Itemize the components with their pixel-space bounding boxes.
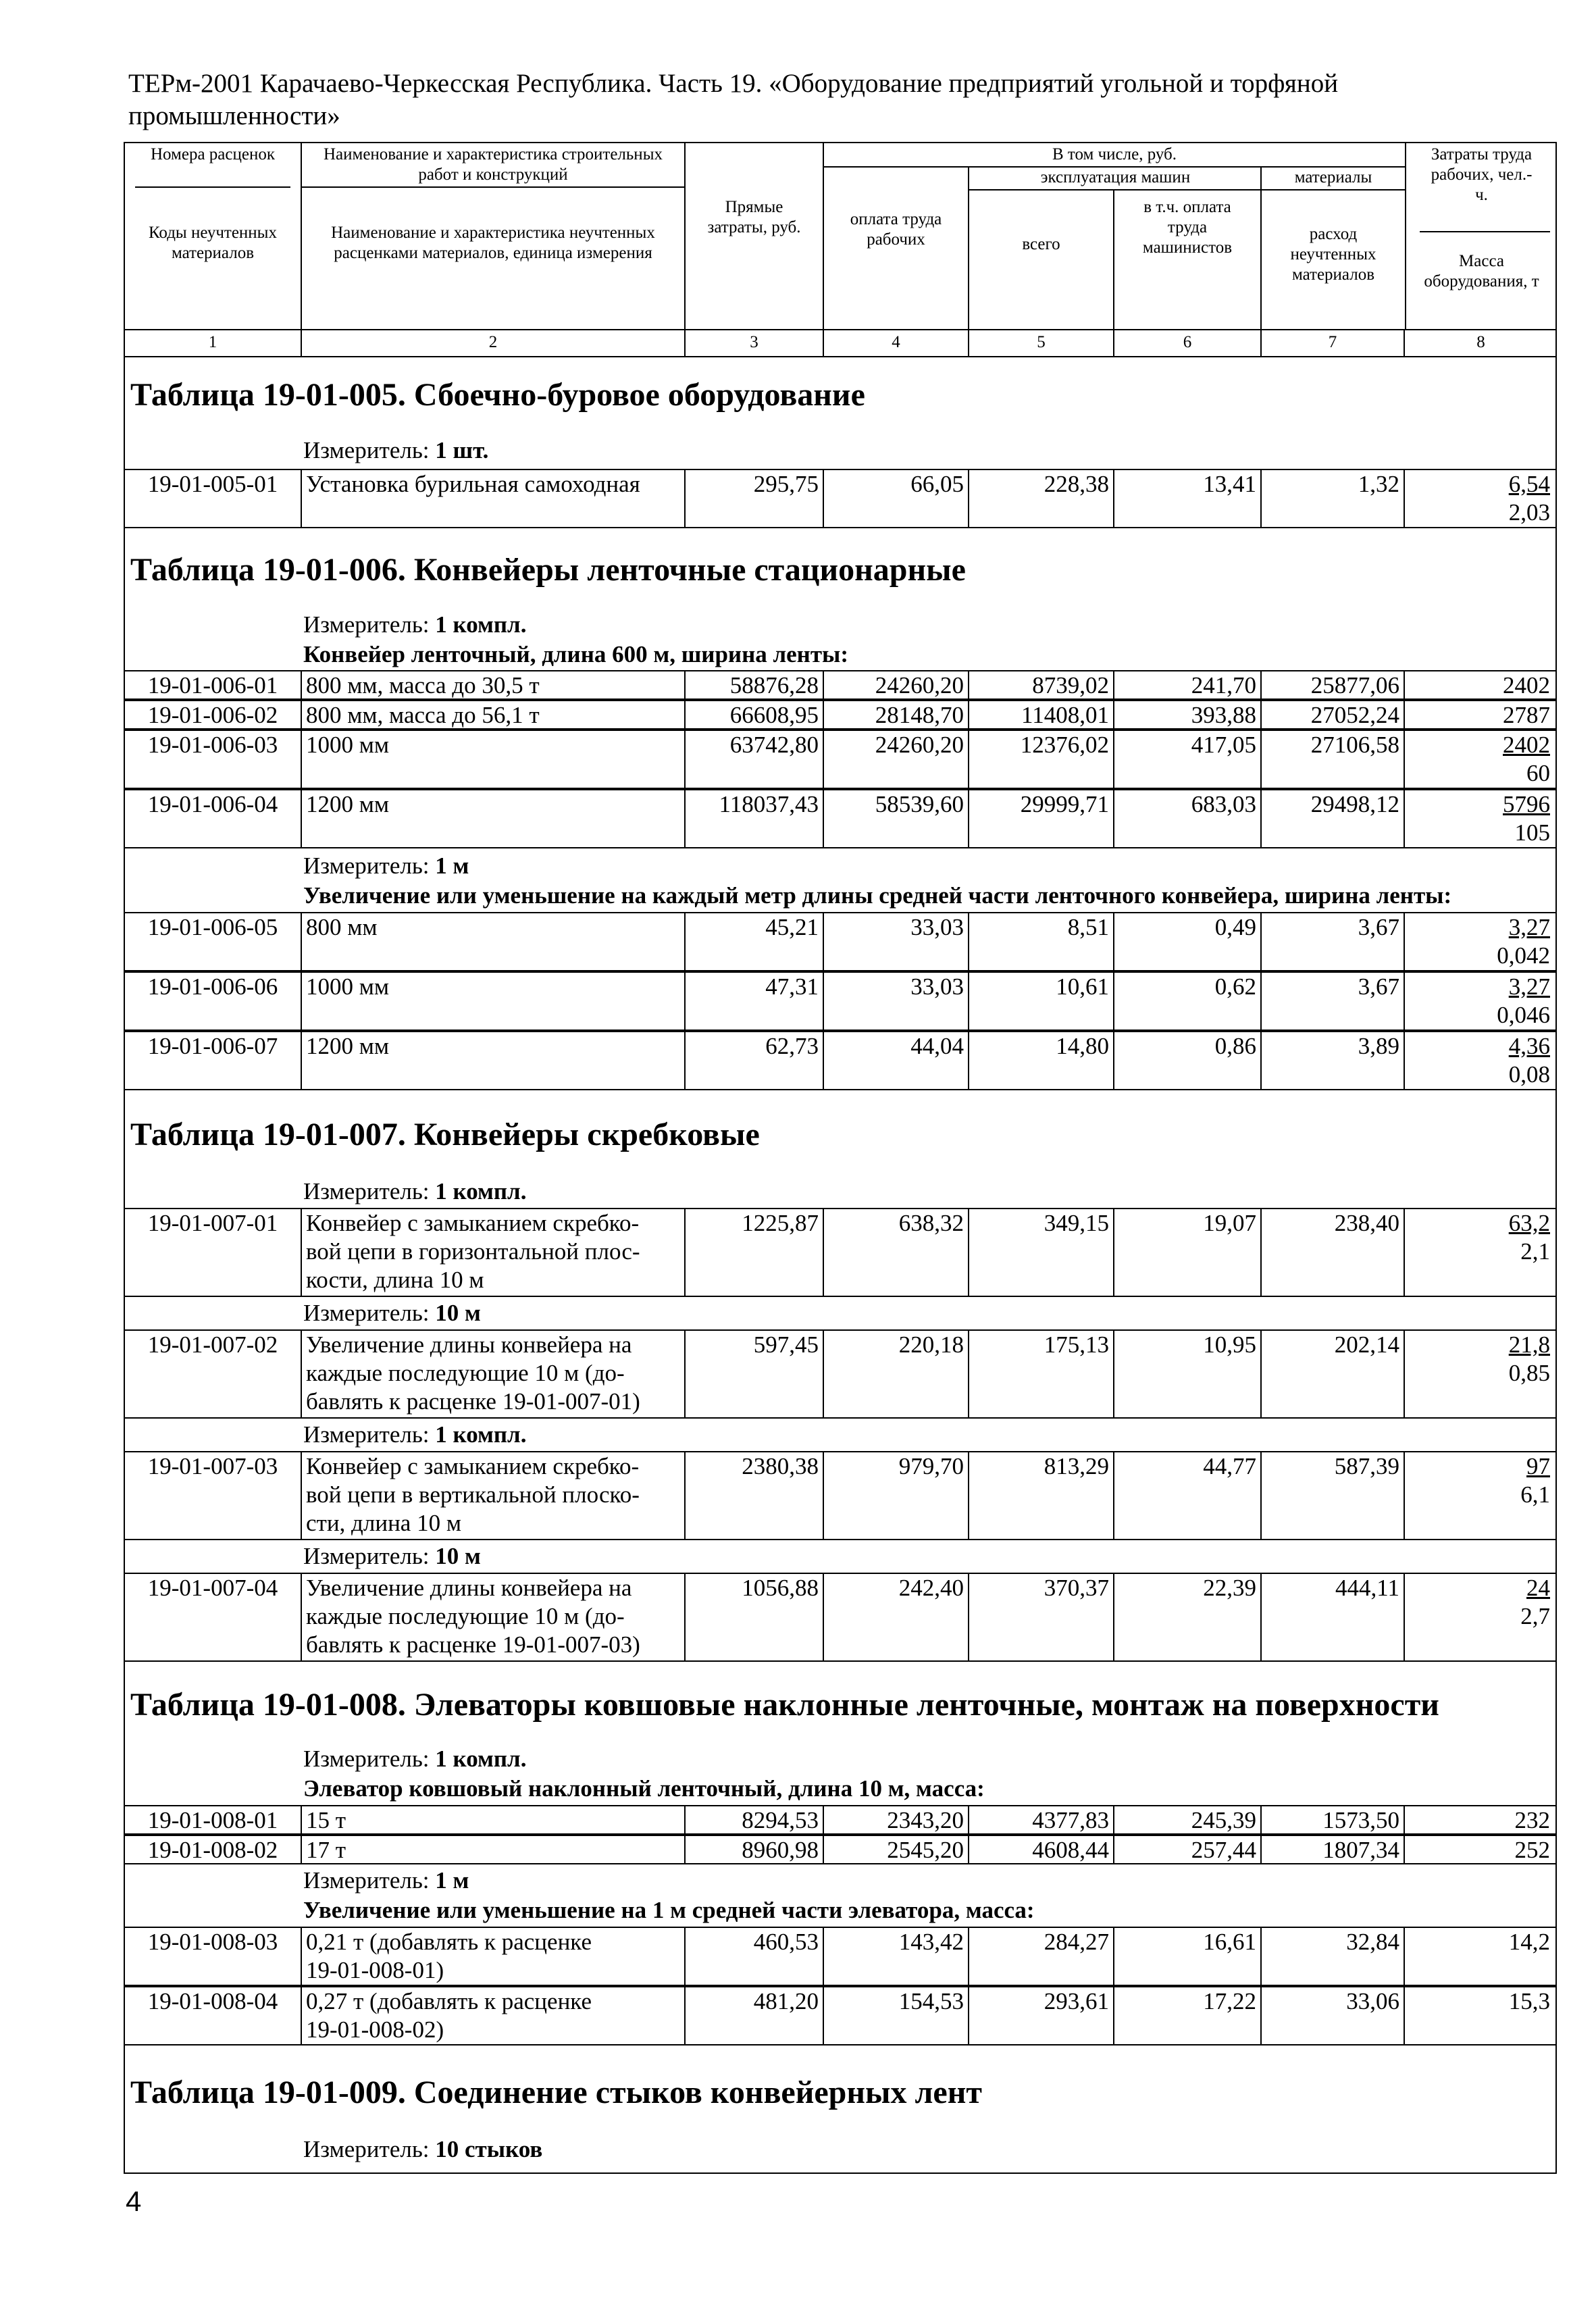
group-heading: Конвейер ленточный, длина 600 м, ширина ленты: — [303, 641, 848, 667]
rate-code: 19-01-008-01 — [125, 1806, 302, 1833]
materials: 238,40 — [1262, 1209, 1405, 1296]
labor-mass — [1405, 671, 1557, 698]
work-name-line: сти, длина 10 м — [306, 1510, 461, 1536]
work-name-line: Увеличение длины конвейера на — [306, 1575, 632, 1601]
work-name — [302, 701, 686, 728]
header-col1-bottom: Коды неучтенных материалов — [149, 224, 277, 262]
rate-code: 19-01-006-05 — [125, 913, 302, 970]
group-heading: Элеватор ковшовый наклонный ленточный, длина 10 м, масса: — [303, 1775, 985, 1802]
table-row — [125, 1208, 1555, 1297]
labor-mass — [1405, 1331, 1557, 1417]
labor-hours — [1409, 1032, 1550, 1061]
machine-total: 4377,83 — [969, 1806, 1114, 1833]
labor-mass — [1405, 731, 1557, 788]
operator-pay: 683,03 — [1114, 790, 1262, 847]
header-col8-top: Затраты труда рабочих, чел.-ч. — [1431, 145, 1533, 204]
machine-total: 175,13 — [969, 1331, 1114, 1417]
measure-value: 1 м — [435, 1867, 469, 1893]
labor-mass — [1405, 790, 1557, 847]
work-name-line: каждые последующие 10 м (до- — [306, 1360, 625, 1386]
table-row — [125, 1835, 1555, 1864]
measure-label: Измеритель: — [303, 1746, 436, 1772]
labor-mass — [1405, 1209, 1557, 1296]
machine-total: 10,61 — [969, 973, 1114, 1030]
direct-cost: 597,45 — [686, 1331, 824, 1417]
table-title: Таблица 19-01-007. Конвейеры скребковые — [130, 1117, 760, 1152]
work-name-line: Увеличение длины конвейера на — [306, 1331, 632, 1358]
header-col1 — [125, 143, 302, 329]
labor-hours-value: 2402 — [1503, 732, 1550, 758]
header-col5: всего — [969, 190, 1114, 329]
measure-label: Измеритель: — [303, 1300, 436, 1326]
labor-mass — [1405, 1836, 1557, 1863]
work-name — [302, 790, 686, 847]
work-name-line: 1200 мм — [306, 1033, 390, 1059]
work-name-line: кости, длина 10 м — [306, 1267, 484, 1293]
table-title: Таблица 19-01-008. Элеваторы ковшовые наклонные ленточные, монтаж на поверхности — [130, 1687, 1439, 1723]
machine-total: 370,37 — [969, 1574, 1114, 1660]
operator-pay: 393,88 — [1114, 701, 1262, 728]
rate-code: 19-01-006-06 — [125, 973, 302, 1030]
machine-total: 228,38 — [969, 470, 1114, 527]
table-row — [125, 1986, 1555, 2045]
document-title — [128, 68, 1513, 132]
materials: 33,06 — [1262, 1987, 1405, 2044]
work-name-line: 1200 мм — [306, 791, 390, 817]
rate-code: 19-01-006-03 — [125, 731, 302, 788]
work-name — [302, 1331, 686, 1417]
machine-total: 284,27 — [969, 1928, 1114, 1985]
work-name — [302, 1032, 686, 1089]
labor-pay: 33,03 — [824, 913, 969, 970]
rate-code: 19-01-008-04 — [125, 1987, 302, 2044]
operator-pay: 0,86 — [1114, 1032, 1262, 1089]
direct-cost: 58876,28 — [686, 671, 824, 698]
direct-cost: 295,75 — [686, 470, 824, 527]
header-col8 — [1405, 143, 1557, 329]
labor-pay: 24260,20 — [824, 731, 969, 788]
measure-value: 1 компл. — [435, 1178, 527, 1204]
work-name-line: 19-01-008-01) — [306, 1957, 444, 1983]
work-name-line: бавлять к расценке 19-01-007-01) — [306, 1388, 640, 1415]
table-row — [125, 789, 1555, 848]
labor-pay: 154,53 — [824, 1987, 969, 2044]
header-col2 — [302, 143, 686, 329]
materials: 587,39 — [1262, 1452, 1405, 1539]
machine-total: 4608,44 — [969, 1836, 1114, 1863]
materials: 3,89 — [1262, 1032, 1405, 1089]
equipment-mass: 0,85 — [1508, 1360, 1550, 1386]
work-name — [302, 1928, 686, 1985]
group-heading: Увеличение или уменьшение на каждый метр длины средней части ленточного конвейера, ширина ленты: — [303, 882, 1452, 909]
table-row — [125, 1329, 1555, 1419]
machine-total: 8739,02 — [969, 671, 1114, 698]
labor-hours — [1409, 1806, 1550, 1833]
labor-mass — [1405, 1452, 1557, 1539]
measure-line — [303, 1746, 526, 1773]
measure-line — [303, 1178, 526, 1205]
materials: 202,14 — [1262, 1331, 1405, 1417]
measure-line — [303, 2136, 542, 2163]
measure-value: 1 м — [435, 853, 469, 879]
labor-hours-value: 15,3 — [1508, 1988, 1550, 2014]
measure-label: Измеритель: — [303, 853, 436, 879]
work-name-line: 17 т — [306, 1837, 346, 1863]
measure-label: Измеритель: — [303, 1178, 436, 1204]
labor-hours-value: 3,27 — [1508, 973, 1550, 1000]
labor-hours — [1409, 731, 1550, 759]
column-number-3: 3 — [686, 329, 824, 356]
work-name — [302, 1806, 686, 1833]
materials: 1,32 — [1262, 470, 1405, 527]
equipment-mass: 2,1 — [1520, 1238, 1550, 1265]
labor-hours-value: 63,2 — [1508, 1210, 1550, 1236]
labor-pay: 28148,70 — [824, 701, 969, 728]
measure-line — [303, 1867, 469, 1894]
column-number-4: 4 — [824, 329, 969, 356]
operator-pay: 17,22 — [1114, 1987, 1262, 2044]
header-col1-top: Номера расценок — [150, 145, 276, 163]
header-in-total: В том числе, руб. — [1052, 145, 1177, 163]
direct-cost: 118037,43 — [686, 790, 824, 847]
labor-hours — [1409, 671, 1550, 698]
work-name-line: 19-01-008-02) — [306, 2016, 444, 2043]
labor-pay: 33,03 — [824, 973, 969, 1030]
column-number-1: 1 — [125, 329, 302, 356]
header-col3: Прямые затраты, руб. — [686, 143, 824, 329]
operator-pay: 0,49 — [1114, 913, 1262, 970]
materials: 1573,50 — [1262, 1806, 1405, 1833]
work-name-line: 0,21 т (добавлять к расценке — [306, 1929, 592, 1955]
work-name — [302, 1452, 686, 1539]
materials: 444,11 — [1262, 1574, 1405, 1660]
work-name — [302, 470, 686, 527]
measure-value: 1 шт. — [435, 437, 489, 463]
table-row — [125, 469, 1555, 528]
labor-pay: 220,18 — [824, 1331, 969, 1417]
table-row — [125, 1031, 1555, 1090]
table-row — [125, 700, 1555, 730]
rate-code: 19-01-006-04 — [125, 790, 302, 847]
labor-hours — [1409, 973, 1550, 1001]
operator-pay: 13,41 — [1114, 470, 1262, 527]
work-name-line: 15 т — [306, 1807, 346, 1833]
table-row — [125, 1451, 1555, 1540]
labor-hours — [1409, 790, 1550, 819]
measure-value: 10 стыков — [435, 2136, 543, 2162]
labor-mass — [1405, 973, 1557, 1030]
labor-hours — [1409, 1574, 1550, 1602]
labor-pay: 242,40 — [824, 1574, 969, 1660]
materials: 32,84 — [1262, 1928, 1405, 1985]
measure-line — [303, 1421, 526, 1448]
labor-hours — [1409, 1209, 1550, 1238]
operator-pay: 16,61 — [1114, 1928, 1262, 1985]
labor-hours — [1409, 470, 1550, 499]
work-name-line: Конвейер с замыканием скребко- — [306, 1210, 640, 1236]
price-table — [124, 142, 1557, 2174]
rate-code: 19-01-007-03 — [125, 1452, 302, 1539]
labor-hours — [1409, 1836, 1550, 1863]
header-col6: в т.ч. оплата труда машинистов — [1114, 190, 1262, 329]
header-materials: материалы — [1294, 168, 1372, 186]
labor-hours — [1409, 913, 1550, 942]
labor-hours-value: 3,27 — [1508, 914, 1550, 940]
table-row — [125, 1573, 1555, 1662]
labor-pay: 638,32 — [824, 1209, 969, 1296]
direct-cost: 62,73 — [686, 1032, 824, 1089]
table-row — [125, 730, 1555, 789]
labor-mass — [1405, 913, 1557, 970]
work-name — [302, 913, 686, 970]
labor-hours-value: 4,36 — [1508, 1033, 1550, 1059]
labor-hours-value: 6,54 — [1508, 471, 1550, 497]
table-row — [125, 1927, 1555, 1986]
operator-pay: 44,77 — [1114, 1452, 1262, 1539]
document-title-line1: ТЕРм-2001 Карачаево-Черкесская Республика. Часть 19. «Оборудование предприятий угольной и торфяной — [128, 69, 1339, 98]
measure-label: Измеритель: — [303, 1421, 436, 1448]
table-row — [125, 971, 1555, 1031]
rate-code: 19-01-006-07 — [125, 1032, 302, 1089]
labor-mass — [1405, 701, 1557, 728]
labor-pay: 24260,20 — [824, 671, 969, 698]
operator-pay: 241,70 — [1114, 671, 1262, 698]
materials: 3,67 — [1262, 973, 1405, 1030]
labor-mass — [1405, 470, 1557, 527]
operator-pay: 417,05 — [1114, 731, 1262, 788]
work-name — [302, 1209, 686, 1296]
measure-label: Измеритель: — [303, 1543, 436, 1569]
column-number-8: 8 — [1476, 333, 1485, 351]
header-col2-bottom: Наименование и характеристика неучтенных расценками материалов, единица измерения — [331, 224, 655, 262]
rate-code: 19-01-005-01 — [125, 470, 302, 527]
column-number-2: 2 — [302, 329, 686, 356]
operator-pay: 19,07 — [1114, 1209, 1262, 1296]
direct-cost: 8294,53 — [686, 1806, 824, 1833]
machine-total: 813,29 — [969, 1452, 1114, 1539]
direct-cost: 45,21 — [686, 913, 824, 970]
measure-label: Измеритель: — [303, 1867, 436, 1893]
measure-label: Измеритель: — [303, 437, 436, 463]
rate-code: 19-01-007-04 — [125, 1574, 302, 1660]
labor-mass — [1405, 1032, 1557, 1089]
equipment-mass: 0,046 — [1497, 1002, 1550, 1028]
labor-hours-value: 14,2 — [1508, 1929, 1550, 1955]
labor-hours-value: 232 — [1514, 1807, 1550, 1833]
rate-code: 19-01-008-02 — [125, 1836, 302, 1863]
operator-pay: 0,62 — [1114, 973, 1262, 1030]
header-col4: оплата труда рабочих — [824, 168, 969, 329]
header-operation: эксплуатация машин — [1040, 168, 1191, 186]
table-row — [125, 670, 1555, 700]
direct-cost: 63742,80 — [686, 731, 824, 788]
labor-hours — [1409, 1452, 1550, 1481]
group-heading: Увеличение или уменьшение на 1 м средней части элеватора, масса: — [303, 1897, 1035, 1923]
measure-line — [303, 853, 469, 880]
measure-label: Измеритель: — [303, 611, 436, 638]
labor-hours-value: 2402 — [1503, 672, 1550, 698]
labor-hours-value: 21,8 — [1508, 1331, 1550, 1358]
table-row — [125, 912, 1555, 971]
materials: 25877,06 — [1262, 671, 1405, 698]
header-col8-bottom: Масса оборудования, т — [1424, 252, 1539, 290]
equipment-mass: 60 — [1526, 760, 1550, 786]
equipment-mass: 6,1 — [1520, 1481, 1550, 1508]
labor-pay: 44,04 — [824, 1032, 969, 1089]
labor-hours — [1409, 701, 1550, 728]
labor-hours-value: 2787 — [1503, 702, 1550, 728]
labor-pay: 66,05 — [824, 470, 969, 527]
labor-hours-value: 252 — [1514, 1837, 1550, 1863]
machine-total: 12376,02 — [969, 731, 1114, 788]
labor-mass — [1405, 1806, 1557, 1833]
work-name — [302, 671, 686, 698]
measure-label: Измеритель: — [303, 2136, 436, 2162]
direct-cost: 1225,87 — [686, 1209, 824, 1296]
equipment-mass: 0,08 — [1508, 1061, 1550, 1088]
work-name-line: 800 мм, масса до 56,1 т — [306, 702, 540, 728]
materials: 29498,12 — [1262, 790, 1405, 847]
equipment-mass: 2,7 — [1520, 1603, 1550, 1629]
work-name-line: 0,27 т (добавлять к расценке — [306, 1988, 592, 2014]
measure-value: 10 м — [435, 1543, 481, 1569]
equipment-mass: 2,03 — [1508, 499, 1550, 526]
machine-total: 8,51 — [969, 913, 1114, 970]
machine-total: 29999,71 — [969, 790, 1114, 847]
labor-hours-value: 24 — [1526, 1575, 1550, 1601]
labor-pay: 2343,20 — [824, 1806, 969, 1833]
direct-cost: 481,20 — [686, 1987, 824, 2044]
measure-value: 10 м — [435, 1300, 481, 1326]
work-name — [302, 731, 686, 788]
rate-code: 19-01-006-01 — [125, 671, 302, 698]
labor-mass — [1405, 1574, 1557, 1660]
work-name-line: 1000 мм — [306, 973, 390, 1000]
materials: 1807,34 — [1262, 1836, 1405, 1863]
measure-value: 1 компл. — [435, 611, 527, 638]
operator-pay: 245,39 — [1114, 1806, 1262, 1833]
measure-value: 1 компл. — [435, 1421, 527, 1448]
work-name-line: каждые последующие 10 м (до- — [306, 1603, 625, 1629]
work-name — [302, 973, 686, 1030]
table-row — [125, 1805, 1555, 1835]
measure-line — [303, 1543, 481, 1570]
measure-line — [303, 437, 488, 464]
measure-value: 1 компл. — [435, 1746, 527, 1772]
direct-cost: 2380,38 — [686, 1452, 824, 1539]
operator-pay: 257,44 — [1114, 1836, 1262, 1863]
work-name-line: 1000 мм — [306, 732, 390, 758]
page-number: 4 — [126, 2185, 142, 2217]
header-col2-top: Наименование и характеристика строительных работ и конструкций — [323, 145, 663, 184]
work-name-line: Установка бурильная самоходная — [306, 471, 640, 497]
operator-pay: 10,95 — [1114, 1331, 1262, 1417]
labor-hours — [1409, 1331, 1550, 1359]
materials: 27052,24 — [1262, 701, 1405, 728]
machine-total: 14,80 — [969, 1032, 1114, 1089]
direct-cost: 47,31 — [686, 973, 824, 1030]
materials: 3,67 — [1262, 913, 1405, 970]
labor-hours-value: 5796 — [1503, 791, 1550, 817]
measure-line — [303, 1300, 481, 1327]
direct-cost: 66608,95 — [686, 701, 824, 728]
column-number-5: 5 — [969, 329, 1114, 356]
rate-code: 19-01-007-01 — [125, 1209, 302, 1296]
machine-total: 293,61 — [969, 1987, 1114, 2044]
direct-cost: 460,53 — [686, 1928, 824, 1985]
labor-pay: 58539,60 — [824, 790, 969, 847]
labor-hours-value: 97 — [1526, 1453, 1550, 1479]
work-name — [302, 1574, 686, 1660]
column-number-6: 6 — [1114, 329, 1262, 356]
labor-pay: 2545,20 — [824, 1836, 969, 1863]
table-title: Таблица 19-01-006. Конвейеры ленточные стационарные — [130, 552, 966, 588]
labor-hours — [1409, 1928, 1550, 1956]
header-breakdown — [824, 143, 1405, 329]
work-name — [302, 1987, 686, 2044]
equipment-mass: 0,042 — [1497, 942, 1550, 969]
work-name-line: 800 мм — [306, 914, 378, 940]
measure-line — [303, 611, 526, 638]
work-name-line: бавлять к расценке 19-01-007-03) — [306, 1631, 640, 1658]
labor-mass — [1405, 1987, 1557, 2044]
document-title-line2: промышленности» — [128, 101, 340, 130]
table-title: Таблица 19-01-009. Соединение стыков конвейерных лент — [130, 2075, 982, 2110]
equipment-mass: 105 — [1514, 819, 1550, 846]
direct-cost: 8960,98 — [686, 1836, 824, 1863]
direct-cost: 1056,88 — [686, 1574, 824, 1660]
machine-total: 349,15 — [969, 1209, 1114, 1296]
labor-pay: 143,42 — [824, 1928, 969, 1985]
machine-total: 11408,01 — [969, 701, 1114, 728]
labor-mass — [1405, 1928, 1557, 1985]
rate-code: 19-01-007-02 — [125, 1331, 302, 1417]
rate-code: 19-01-006-02 — [125, 701, 302, 728]
rate-code: 19-01-008-03 — [125, 1928, 302, 1985]
work-name-line: 800 мм, масса до 30,5 т — [306, 672, 540, 698]
work-name — [302, 1836, 686, 1863]
work-name-line: Конвейер с замыканием скребко- — [306, 1453, 640, 1479]
operator-pay: 22,39 — [1114, 1574, 1262, 1660]
header-col7: расход неучтенных материалов — [1290, 225, 1376, 284]
table-title: Таблица 19-01-005. Сбоечно-буровое оборудование — [130, 377, 865, 413]
work-name-line: вой цепи в вертикальной плоско- — [306, 1481, 640, 1508]
labor-pay: 979,70 — [824, 1452, 969, 1539]
labor-hours — [1409, 1987, 1550, 2016]
work-name-line: вой цепи в горизонтальной плос- — [306, 1238, 640, 1265]
materials: 27106,58 — [1262, 731, 1405, 788]
column-number-7: 7 — [1262, 329, 1405, 356]
